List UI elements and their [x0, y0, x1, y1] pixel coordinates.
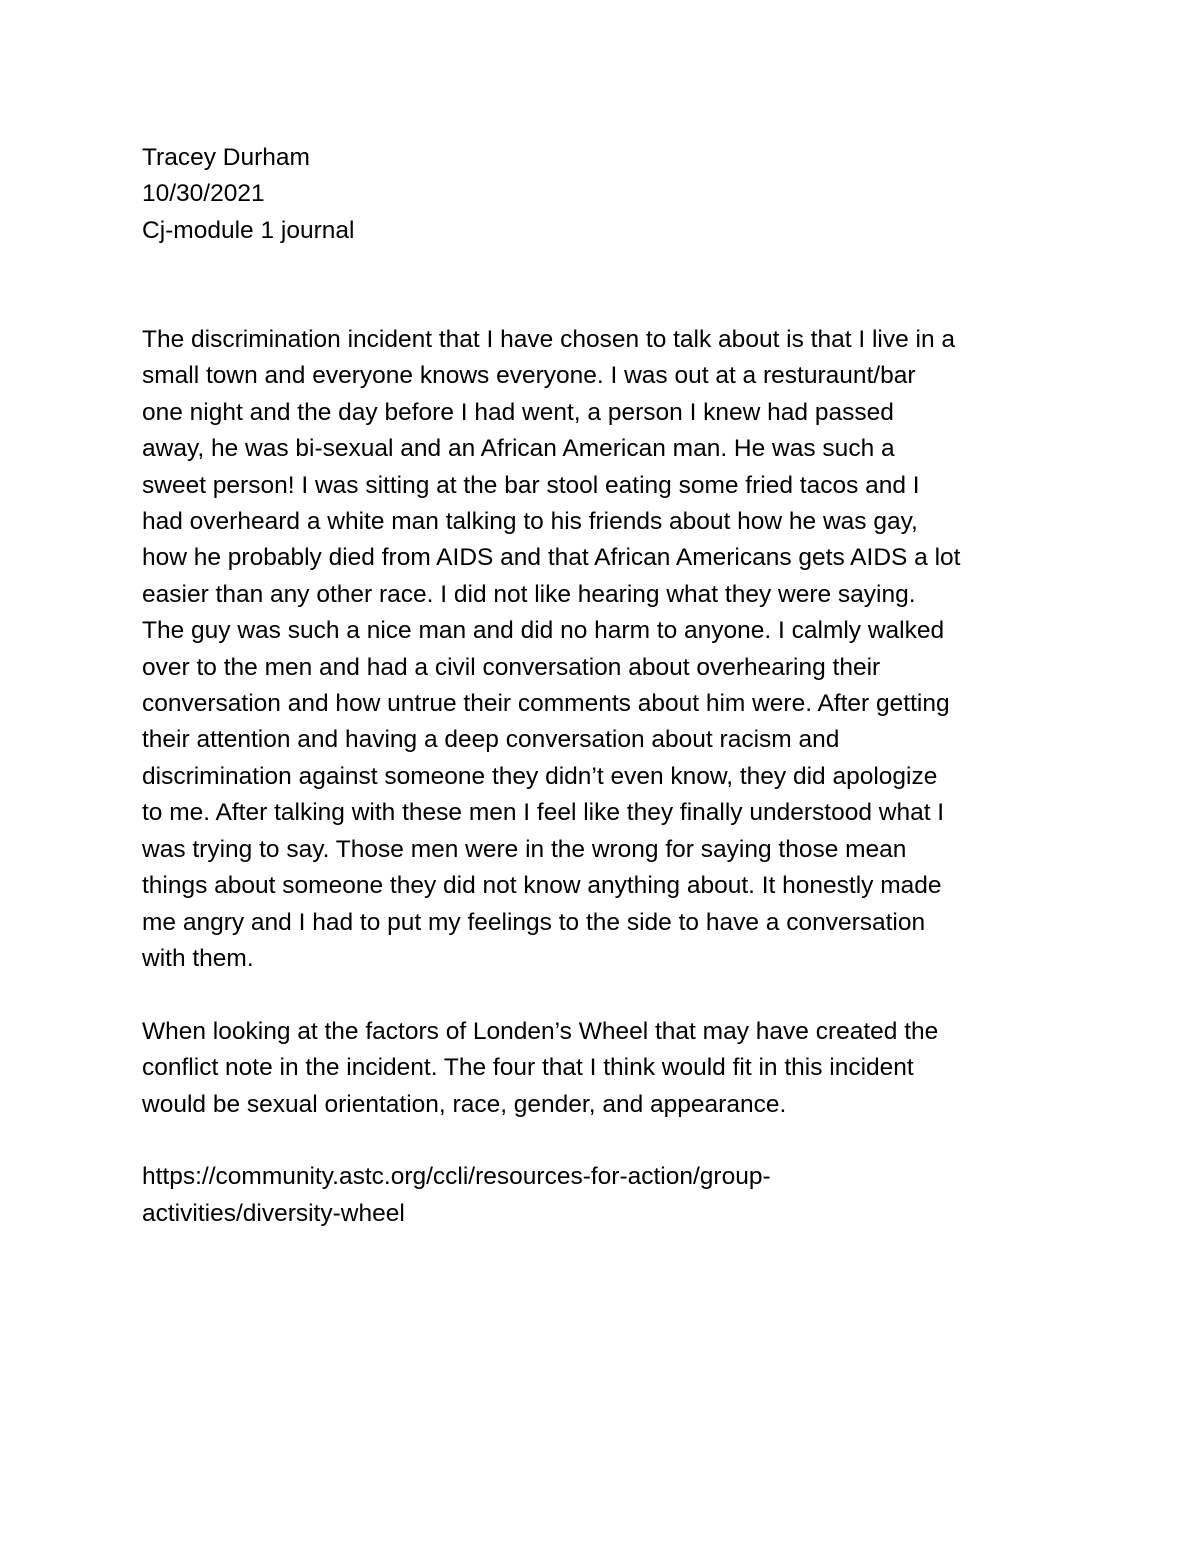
text-line: over to the men and had a civil conversation about overhearing their: [142, 653, 881, 681]
author-name: Tracey Durham: [142, 144, 310, 171]
text-line: how he probably died from AIDS and that African Americans gets AIDS a lot: [142, 544, 961, 572]
paragraph-incident: [142, 322, 1072, 977]
text-line: The discrimination incident that I have chosen to talk about is that I live in a: [142, 326, 956, 354]
url-line: https://community.astc.org/ccli/resources-for-action/group-: [142, 1163, 771, 1191]
text-line: easier than any other race. I did not like hearing what they were saying.: [142, 580, 916, 608]
text-line: away, he was bi-sexual and an African American man. He was such a: [142, 435, 895, 463]
paragraph-londens-wheel: [142, 1014, 1072, 1123]
document-header: [142, 140, 1072, 249]
text-line: small town and everyone knows everyone. I was out at a resturaunt/bar: [142, 362, 916, 390]
text-line: was trying to say. Those men were in the wrong for saying those mean: [142, 835, 907, 863]
text-line: conversation and how untrue their comments about him were. After getting: [142, 690, 950, 718]
document-page: [142, 140, 1072, 1232]
text-line: would be sexual orientation, race, gender, and appearance.: [142, 1090, 787, 1118]
url-line: activities/diversity-wheel: [142, 1199, 405, 1227]
text-line: things about someone they did not know anything about. It honestly made: [142, 872, 942, 900]
text-line: one night and the day before I had went, a person I knew had passed: [142, 398, 894, 426]
text-line: The guy was such a nice man and did no harm to anyone. I calmly walked: [142, 617, 945, 645]
text-line: When looking at the factors of Londen’s Wheel that may have created the: [142, 1017, 939, 1045]
text-line: discrimination against someone they didn’t even know, they did apologize: [142, 762, 938, 790]
text-line: their attention and having a deep conversation about racism and: [142, 726, 840, 754]
assignment-title: Cj-module 1 journal: [142, 216, 355, 244]
reference-url: [142, 1159, 1072, 1232]
text-line: me angry and I had to put my feelings to the side to have a conversation: [142, 908, 926, 936]
text-line: conflict note in the incident. The four that I think would fit in this incident: [142, 1054, 914, 1082]
text-line: had overheard a white man talking to his friends about how he was gay,: [142, 508, 918, 536]
text-line: to me. After talking with these men I feel like they finally understood what I: [142, 799, 945, 827]
document-date: 10/30/2021: [142, 180, 265, 208]
text-line: with them.: [142, 944, 254, 972]
text-line: sweet person! I was sitting at the bar stool eating some fried tacos and I: [142, 471, 920, 499]
